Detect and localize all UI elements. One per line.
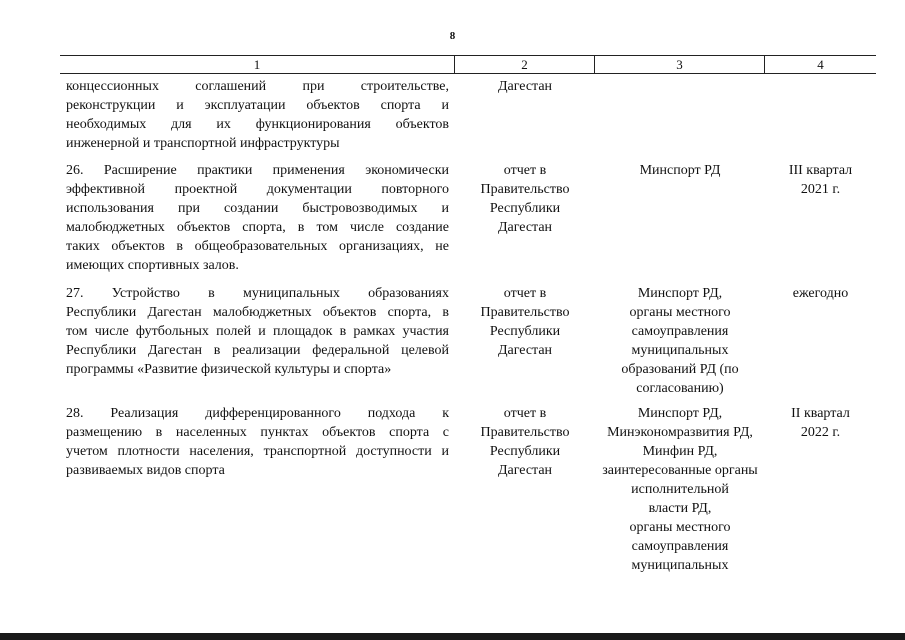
text-line: 27. Устройство в муниципальных образованиях (66, 286, 449, 301)
scan-bottom-edge (0, 633, 905, 640)
text-line: Республики (489, 201, 561, 216)
measure-description (60, 404, 449, 575)
measure-description (60, 161, 449, 275)
text-line: II квартал (791, 406, 850, 421)
responsible-executors (595, 284, 765, 398)
reporting-form (449, 161, 595, 275)
text-line: имеющих спортивных залов. (66, 258, 239, 273)
header-col-4: 4 (817, 57, 824, 72)
table-header (60, 55, 876, 74)
text-line: III квартал (788, 163, 853, 178)
deadline (765, 77, 876, 153)
text-line: согласованию) (636, 381, 724, 396)
text-line: самоуправления (631, 539, 729, 554)
text-line: Республики Дагестан малобюджетных объектов спорта, в (66, 305, 449, 320)
header-col-1: 1 (60, 56, 455, 73)
text-line: 2021 г. (800, 182, 841, 197)
measure-description (60, 284, 449, 398)
text-line: необходимых для их функционирования объектов (66, 117, 449, 132)
table-row (60, 404, 876, 575)
text-line: реконструкции и эксплуатации объектов спорта и (66, 98, 449, 113)
text-line: образований РД (по (621, 362, 739, 377)
text-line: Правительство (480, 182, 570, 197)
responsible-executors (595, 404, 765, 575)
text-line: Минспорт РД, (637, 286, 723, 301)
text-line: муниципальных (631, 558, 729, 573)
text-line: инженерной и транспортной инфраструктуры (66, 136, 340, 151)
table-row (60, 77, 876, 153)
page-number: 8 (449, 30, 456, 42)
text-line: Дагестан (497, 220, 553, 235)
header-col-3: 3 (595, 56, 765, 73)
responsible-executors (595, 77, 765, 153)
text-line: развиваемых видов спорта (66, 463, 225, 478)
text-line: 2022 г. (800, 425, 841, 440)
text-line: органы местного (629, 305, 731, 320)
text-line: Республики (489, 324, 561, 339)
text-line: Минспорт РД, (637, 406, 723, 421)
text-line: отчет в (503, 406, 547, 421)
text-line: размещению в населенных пунктах объектов спорта с (66, 425, 449, 440)
table-row (60, 284, 876, 398)
text-line: учетом плотности населения, транспортной доступности и (66, 444, 449, 459)
deadline (765, 161, 876, 275)
text-line: программы «Развитие физической культуры и спорта» (66, 362, 392, 377)
text-line: Минфин РД, (642, 444, 718, 459)
reporting-form (449, 404, 595, 575)
text-line: эффективной проектной документации повторного (66, 182, 449, 197)
text-line: Правительство (480, 305, 570, 320)
measure-description (60, 77, 449, 153)
text-line: Дагестан (497, 79, 553, 94)
text-line: 28. Реализация дифференцированного подхода к (66, 406, 449, 421)
text-line: 26. Расширение практики применения экономически (66, 163, 449, 178)
text-line: Дагестан (497, 343, 553, 358)
text-line: том числе футбольных полей и площадок в рамках участия (66, 324, 449, 339)
text-line: исполнительной (631, 482, 729, 497)
header-col-2: 2 (455, 56, 595, 73)
text-line: ежегодно (792, 286, 849, 301)
responsible-executors (595, 161, 765, 275)
text-line: заинтересованные органы (602, 463, 758, 478)
deadline (765, 284, 876, 398)
text-line: самоуправления (631, 324, 729, 339)
text-line: малобюджетных объектов спорта, в том числе создание (66, 220, 449, 235)
text-line: отчет в (503, 163, 547, 178)
table-row (60, 161, 876, 275)
text-line: муниципальных (631, 343, 729, 358)
deadline (765, 404, 876, 575)
text-line: Правительство (480, 425, 570, 440)
text-line: Республики (489, 444, 561, 459)
text-line: Минспорт РД (639, 163, 721, 178)
text-line: отчет в (503, 286, 547, 301)
text-line: использования при создании быстровозводимых и (66, 201, 449, 216)
text-line: власти РД, (648, 501, 712, 516)
text-line: Минэкономразвития РД, (607, 425, 753, 440)
text-line: Республики Дагестан в реализации федеральной целевой (66, 343, 449, 358)
text-line: таких объектов в общеобразовательных организациях, не (66, 239, 449, 254)
text-line: Дагестан (497, 463, 553, 478)
reporting-form (449, 284, 595, 398)
text-line: органы местного (629, 520, 731, 535)
text-line: концессионных соглашений при строительстве, (66, 79, 449, 94)
reporting-form (449, 77, 595, 153)
